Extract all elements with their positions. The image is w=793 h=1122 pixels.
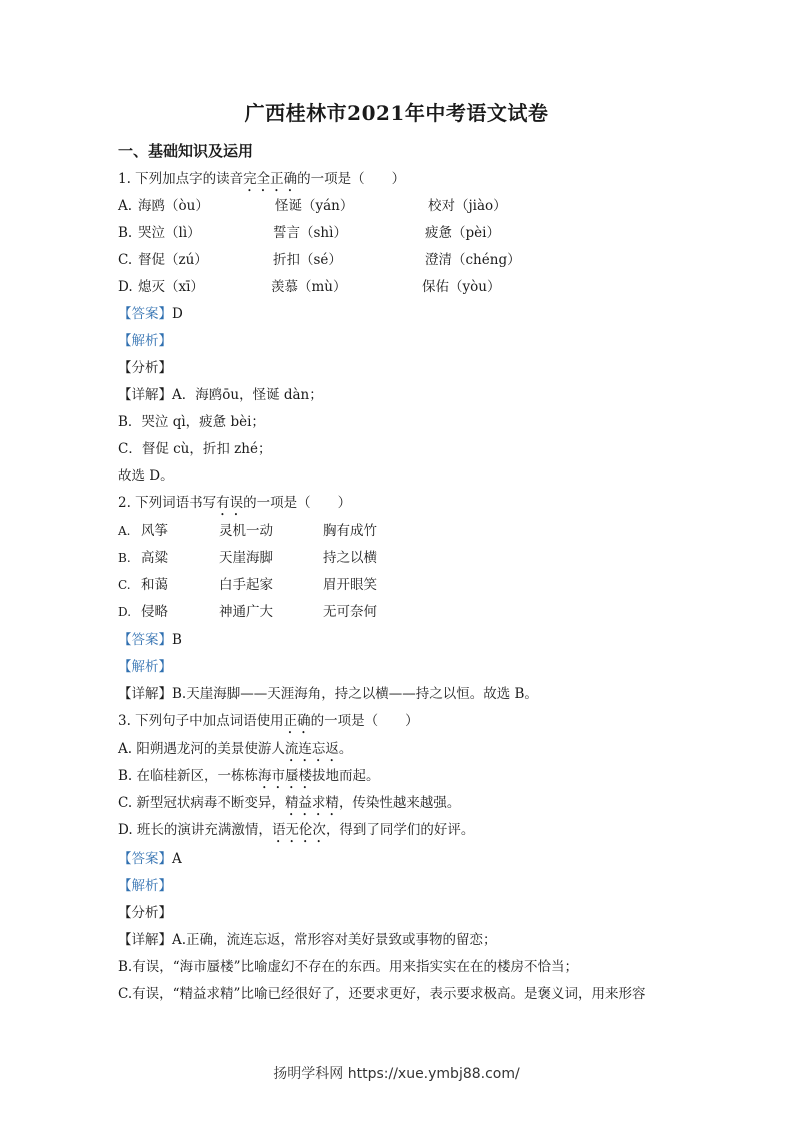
q2-option-label: C. <box>118 578 131 592</box>
q1-option-word: 疲惫（pèi） <box>425 225 500 241</box>
q1-option-word: 怪诞（yán） <box>275 198 354 214</box>
q2-detail: 【详解】B.天崖海脚——天涯海角，持之以横——持之以恒。故选 B。 <box>118 686 538 702</box>
q2-stem-dotted: 有误 <box>216 495 244 511</box>
q1-option-word: 保佑（yòu） <box>422 279 501 295</box>
q3-stem <box>118 712 419 737</box>
option-dotted-phrase: 海市蜃楼 <box>258 768 313 784</box>
q1-option-word: 誓言（shì） <box>273 225 347 241</box>
q2-stem-a: 2. 下列词语书写 <box>118 495 217 511</box>
q1-stem <box>118 170 405 195</box>
q3-analysis-tag: 【解析】 <box>118 878 172 894</box>
answer-value: B <box>172 632 182 648</box>
answer-tag: 【答案】 <box>118 306 172 322</box>
option-dotted-phrase: 精益求精 <box>284 795 339 811</box>
q1-stem-b: 的一项是（ ） <box>297 171 406 187</box>
detail-tag: 【详解】 <box>118 387 172 403</box>
q2-option-label: B. <box>118 551 131 565</box>
q1-option-label: A. <box>118 198 133 214</box>
q2-option-word: 胸有成竹 <box>323 523 377 539</box>
q2-option-word: 无可奈何 <box>323 604 377 620</box>
q3-detail-a: 【详解】A.正确，流连忘返，常形容对美好景致或事物的留恋； <box>118 932 497 948</box>
q1-stem-dotted: 完全正确 <box>243 171 298 187</box>
q3-option-a <box>118 740 352 765</box>
page-title: 广西桂林市2021年中考语文试卷 <box>244 101 549 125</box>
option-text: A. 阳朔遇龙河的美景使游人 <box>118 741 285 757</box>
q2-option-label: A. <box>118 524 131 538</box>
q3-answer <box>118 850 182 868</box>
q1-conclusion: 故选 D。 <box>118 468 174 484</box>
section-heading: 一、基础知识及运用 <box>118 142 254 160</box>
q2-analysis-tag: 【解析】 <box>118 659 172 675</box>
q3-fenxi: 【分析】 <box>118 905 172 921</box>
q1-answer <box>118 305 183 323</box>
q2-option-word: 持之以横 <box>323 550 377 566</box>
q3-stem-b: 的一项是（ ） <box>310 713 419 729</box>
option-dotted-phrase: 语无伦次 <box>271 822 326 838</box>
option-text: D. 班长的演讲充满激情， <box>118 822 272 838</box>
option-text: 拔地而起。 <box>312 768 380 784</box>
q1-option-word: 哭泣（lì） <box>138 225 201 241</box>
q3-stem-a: 3. 下列句子中加点词语使用 <box>118 713 284 729</box>
answer-value: D <box>172 306 183 322</box>
q2-stem-b: 的一项是（ ） <box>243 495 352 511</box>
q1-option-label: C. <box>118 252 133 268</box>
answer-value: A <box>172 851 182 867</box>
q1-fenxi: 【分析】 <box>118 360 172 376</box>
q1-detail-a <box>118 386 323 404</box>
q1-option-word: 羡慕（mù） <box>271 279 347 295</box>
q2-option-word: 神通广大 <box>219 604 273 620</box>
q3-option-d <box>118 821 474 846</box>
option-text: B. 在临桂新区，一栋栋 <box>118 768 259 784</box>
q3-detail-b: B.有误，“海市蜃楼”比喻虚幻不存在的东西。用来指实实在在的楼房不恰当； <box>118 959 579 975</box>
q2-option-label: D. <box>118 605 132 619</box>
answer-tag: 【答案】 <box>118 632 172 648</box>
q2-option-word: 和蔼 <box>141 577 168 593</box>
option-dotted-phrase: 流连忘返 <box>284 741 339 757</box>
q1-option-word: 熄灭（xī） <box>138 279 204 295</box>
option-text: ，传染性越来越强。 <box>338 795 461 811</box>
q2-option-word: 高粱 <box>141 550 168 566</box>
answer-tag: 【答案】 <box>118 851 172 867</box>
q1-option-label: D. <box>118 279 133 295</box>
q2-option-word: 灵机一动 <box>219 523 273 539</box>
option-text: C. 新型冠状病毒不断变异， <box>118 795 285 811</box>
q1-analysis-tag: 【解析】 <box>118 333 172 349</box>
q1-option-word: 校对（jiào） <box>428 198 507 214</box>
detail-text: A．海鸥ōu，怪诞 dàn； <box>172 387 323 403</box>
q1-option-word: 折扣（sé） <box>273 252 342 268</box>
q2-option-word: 眉开眼笑 <box>323 577 377 593</box>
option-text: ，得到了同学们的好评。 <box>325 822 475 838</box>
q3-option-b <box>118 767 380 792</box>
q1-detail-c: C．督促 cù，折扣 zhé； <box>118 441 272 457</box>
q3-detail-c: C.有误，“精益求精”比喻已经很好了，还要求更好，表示要求极高。是褒义词，用来形容 <box>118 986 646 1002</box>
q1-option-label: B. <box>118 225 133 241</box>
q2-option-word: 白手起家 <box>219 577 273 593</box>
q3-stem-dotted: 正确 <box>283 713 311 729</box>
q2-option-word: 天崖海脚 <box>219 550 273 566</box>
q3-option-c <box>118 794 460 819</box>
q2-answer <box>118 631 182 649</box>
q2-stem <box>118 494 351 519</box>
q1-detail-b: B．哭泣 qì，疲惫 bèi； <box>118 414 265 430</box>
option-text: 。 <box>338 741 353 757</box>
q1-option-word: 督促（zú） <box>138 252 208 268</box>
q1-stem-a: 1. 下列加点字的读音 <box>118 171 244 187</box>
q2-option-word: 侵略 <box>141 604 168 620</box>
q1-option-word: 海鸥（òu） <box>138 198 209 214</box>
q1-option-word: 澄清（chéng） <box>425 252 521 268</box>
q2-option-word: 风筝 <box>141 523 168 539</box>
footer-watermark: 扬明学科网 https://xue.ymbj88.com/ <box>273 1066 520 1082</box>
